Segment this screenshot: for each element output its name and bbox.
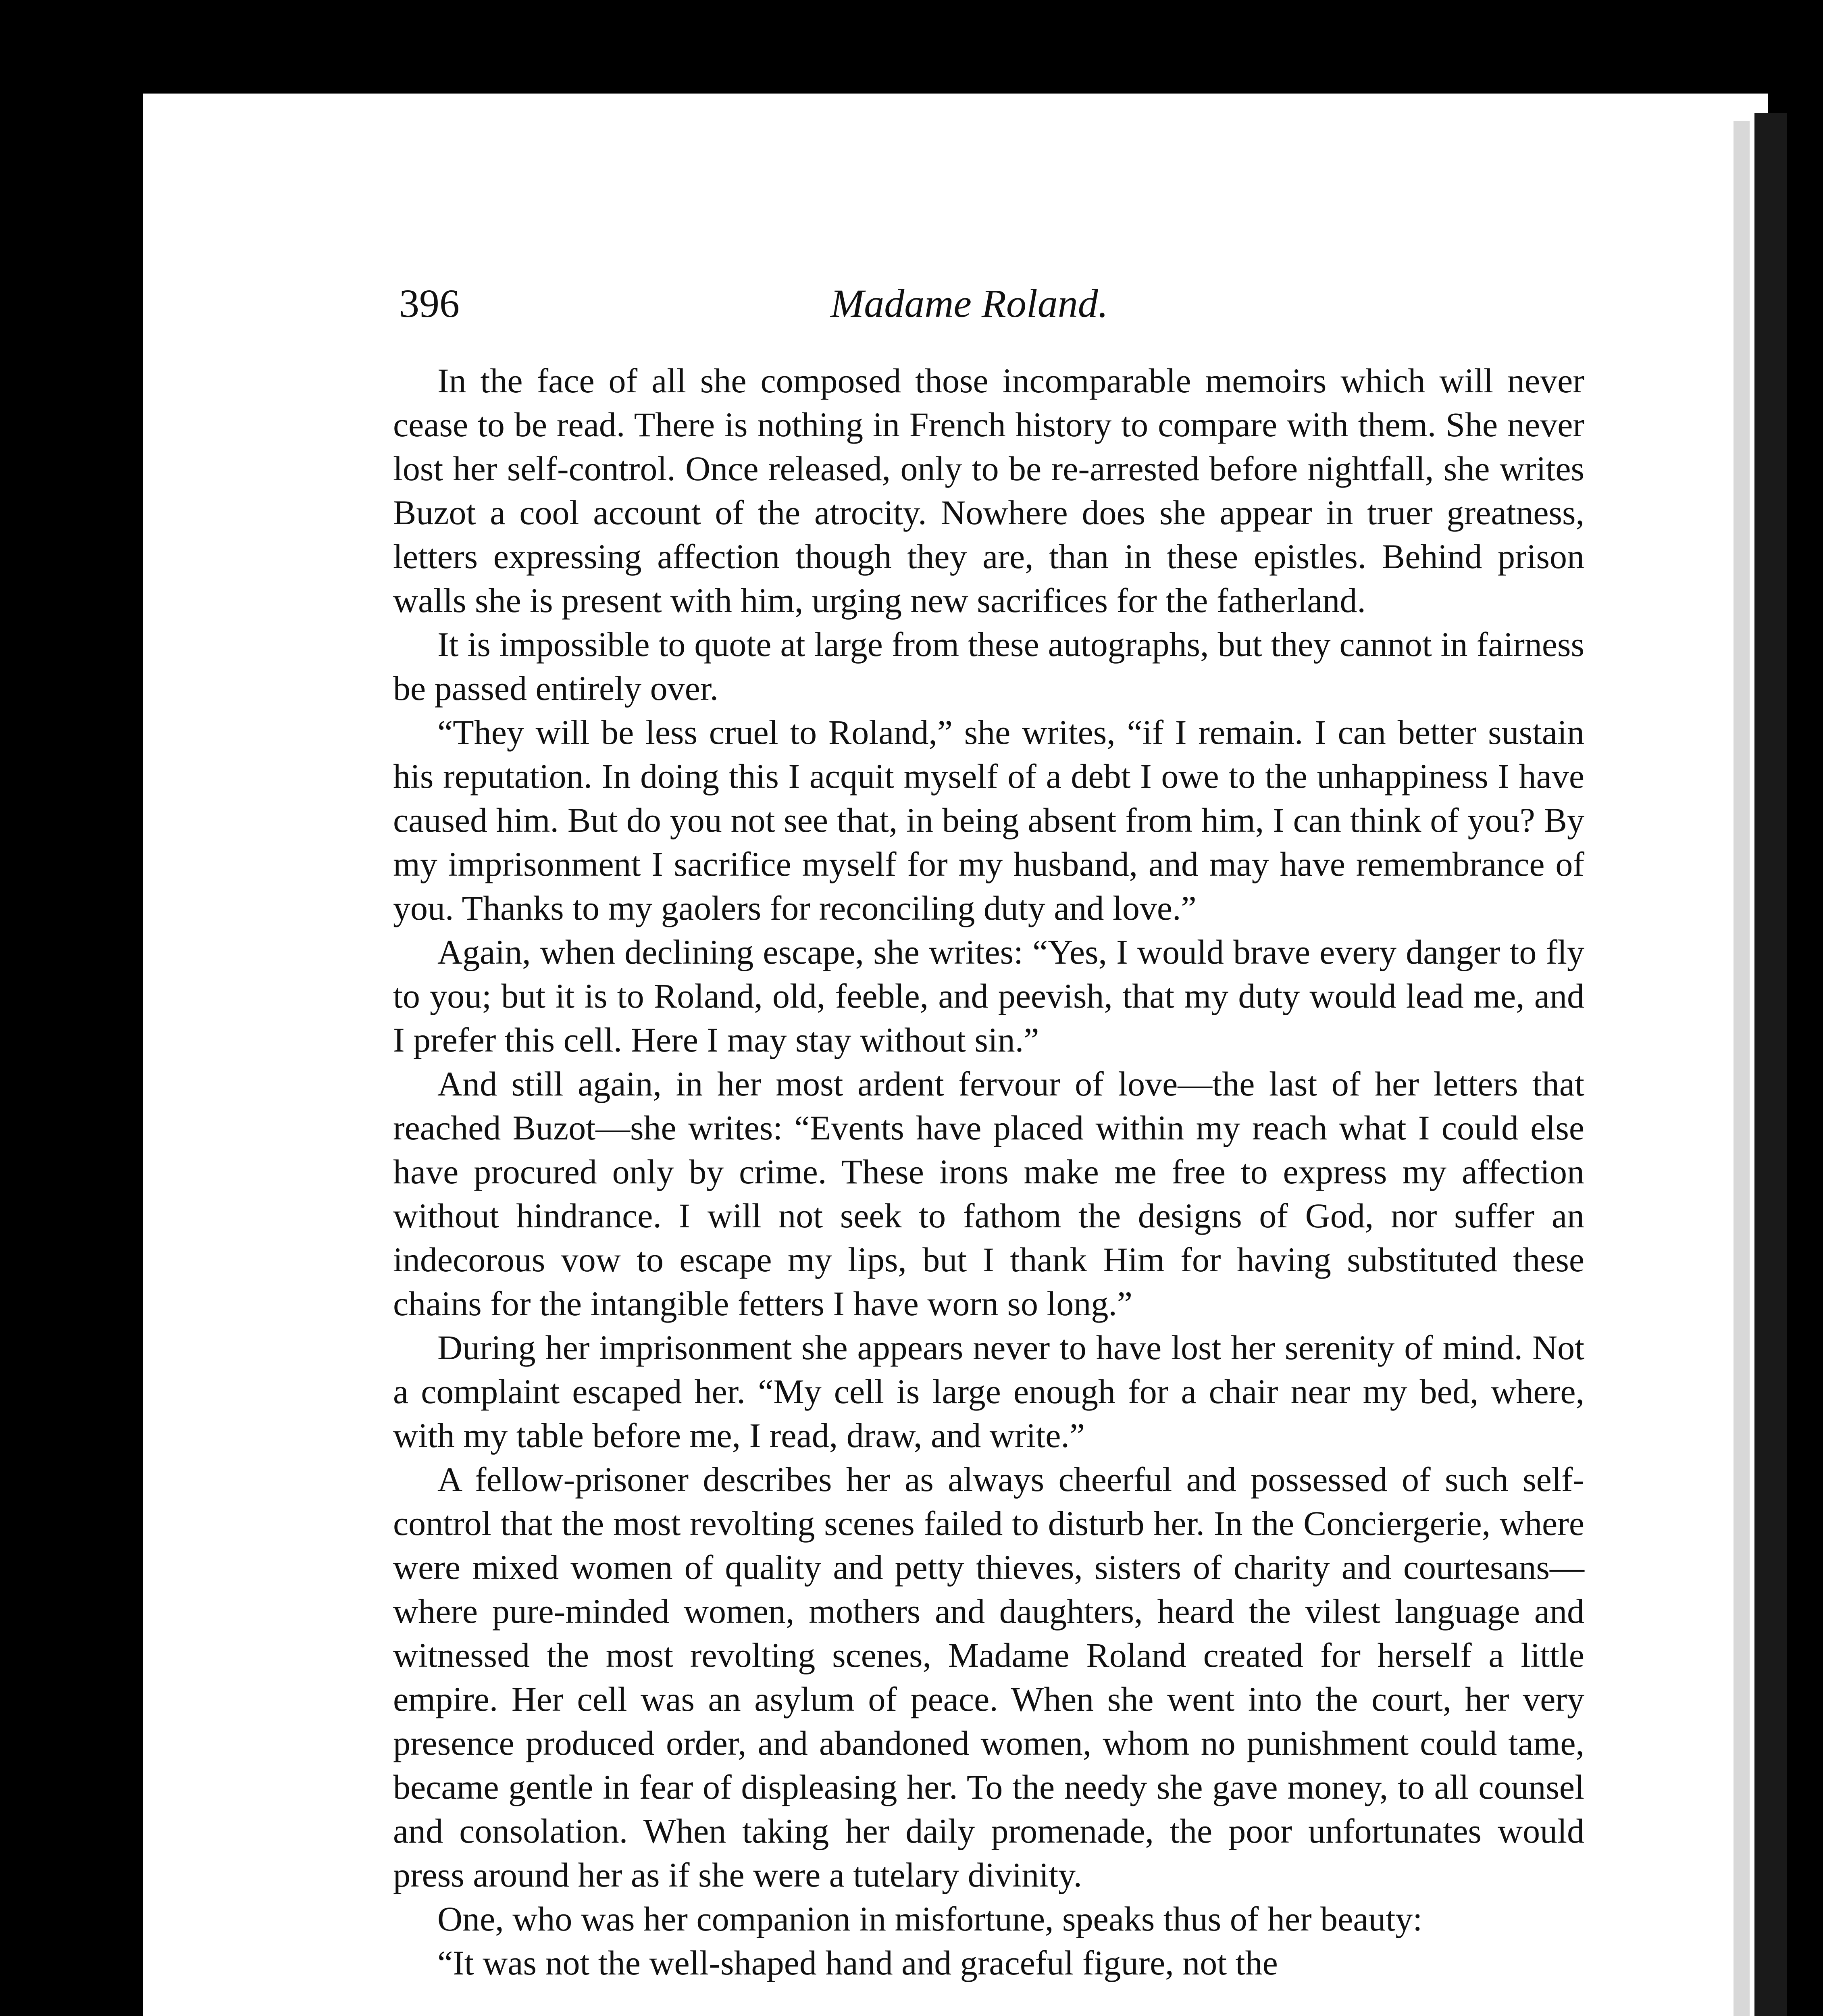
paragraph: A fellow-prisoner describes her as always cheerful and possessed of such self-control that the most revolting scenes failed to disturb her. In the Conciergerie, where were mixed women of quality and petty thieves, sisters of charity and courtesans—where pure-minded women, mothers and daughters, heard the vilest language and witnessed the most revolting scenes, Madame Roland created for herself a little empire. Her cell was an asylum of peace. When she went into the court, her very presence produced order, and abandoned women, whom no punishment could tame, became gentle in fear of displeasing her. To the needy she gave money, to all counsel and consolation. When taking her daily promenade, the poor unfortunates would press around her as if she were a tutelary divinity.: [393, 1460, 1584, 1894]
paragraph: “They will be less cruel to Roland,” she writes, “if I remain. I can better sustain his reputation. In doing this I acquit myself of a debt I owe to the unhappiness I have caused him. But do you not see that, in being absent from him, I can think of you? By my imprisonment I sacrifice myself for my husband, and may have remembrance of you. Thanks to my gaolers for reconciling duty and love.”: [393, 713, 1584, 927]
page-number: 396: [399, 281, 460, 326]
body-text: [393, 359, 1584, 1985]
running-title: Madame Roland.: [830, 281, 1108, 326]
paragraph: It is impossible to quote at large from these autographs, but they cannot in fairness be passed entirely over.: [393, 625, 1584, 708]
paragraph: One, who was her companion in misfortune, speaks thus of her beauty:: [437, 1899, 1423, 1938]
page-header: [399, 280, 1590, 337]
page-edge-highlight: [1734, 121, 1750, 2016]
page-edge-shadow: [1754, 113, 1787, 2016]
paragraph: And still again, in her most ardent fervour of love—the last of her letters that reached Buzot—she writes: “Events have placed within my reach what I could else have procured only by crime. These irons make me free to express my affection without hindrance. I will not seek to fathom the designs of God, nor suffer an indecorous vow to escape my lips, but I thank Him for having substituted these chains for the intangible fetters I have worn so long.”: [393, 1064, 1584, 1323]
paragraph: “It was not the well-shaped hand and graceful figure, not the: [437, 1943, 1278, 1982]
paragraph: During her imprisonment she appears never to have lost her serenity of mind. Not a complaint escaped her. “My cell is large enough for a chair near my bed, where, with my table before me, I read, draw, and write.”: [393, 1328, 1584, 1455]
paragraph: In the face of all she composed those incomparable memoirs which will never cease to be read. There is nothing in French history to compare with them. She never lost her self-control. Once released, only to be re-arrested before nightfall, she writes Buzot a cool account of the atrocity. Nowhere does she appear in truer greatness, letters expressing affection though they are, than in these epistles. Behind prison walls she is present with him, urging new sacrifices for the fatherland.: [393, 361, 1584, 620]
paragraph: Again, when declining escape, she writes: “Yes, I would brave every danger to fly to you; but it is to Roland, old, feeble, and peevish, that my duty would lead me, and I prefer this cell. Here I may stay without sin.”: [393, 933, 1584, 1059]
